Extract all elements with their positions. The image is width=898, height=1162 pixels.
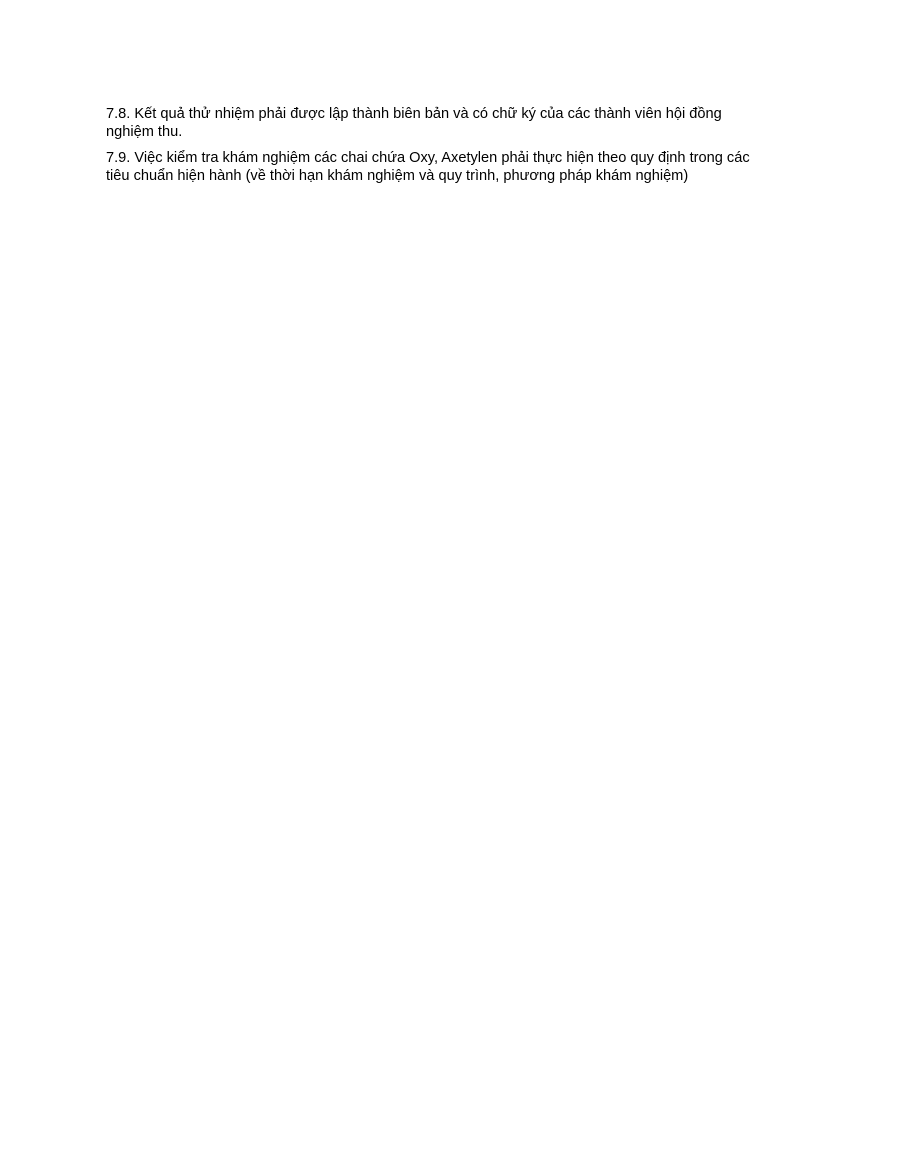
paragraph-line: 7.9. Việc kiểm tra khám nghiệm các chai chứa Oxy, Axetylen phải thực hiện theo quy định trong các bbox=[106, 150, 750, 166]
paragraph-7-9 bbox=[106, 149, 806, 185]
paragraph-line: tiêu chuẩn hiện hành (về thời hạn khám nghiệm và quy trình, phương pháp khám nghiệm) bbox=[106, 168, 689, 184]
paragraph-7-8 bbox=[106, 105, 806, 141]
document-body bbox=[106, 105, 806, 193]
paragraph-line: nghiệm thu. bbox=[106, 124, 183, 140]
paragraph-line: 7.8. Kết quả thử nhiệm phải được lập thành biên bản và có chữ ký của các thành viên hội đồng bbox=[106, 106, 722, 122]
